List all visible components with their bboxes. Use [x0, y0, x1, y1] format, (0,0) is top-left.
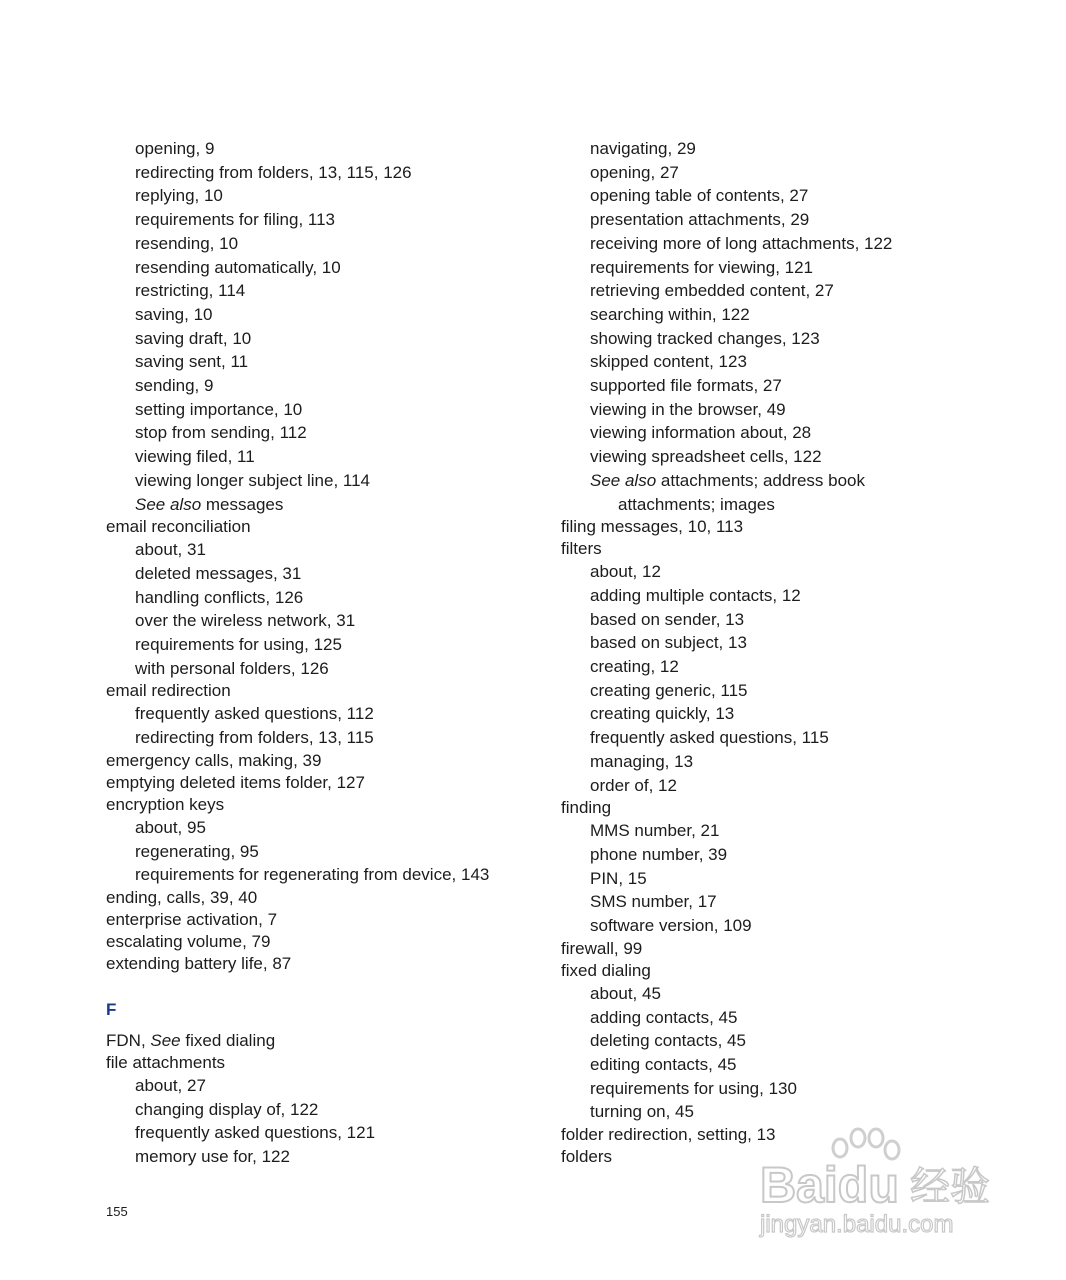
index-column-right	[561, 137, 1011, 1168]
index-entry: email reconciliation	[106, 517, 251, 537]
see-target: fixed dialing	[180, 1030, 276, 1050]
index-subentry: creating quickly, 13	[590, 704, 735, 724]
index-subentry: order of, 12	[590, 775, 677, 795]
index-subentry: based on subject, 13	[590, 633, 747, 653]
index-subentry: about, 27	[135, 1075, 206, 1095]
index-entry: email redirection	[106, 681, 231, 701]
see-target: attachments; address book	[656, 470, 866, 490]
index-subentry: navigating, 29	[590, 139, 696, 158]
see-target: messages	[201, 494, 284, 514]
watermark-suffix: 经验	[910, 1164, 990, 1210]
index-subentry: saving, 10	[135, 304, 213, 324]
index-subentry: redirecting from folders, 13, 115, 126	[135, 162, 412, 182]
index-subentry: editing contacts, 45	[590, 1054, 737, 1074]
index-subentry: attachments; images	[618, 494, 775, 514]
index-subentry: opening, 9	[135, 139, 215, 158]
index-subentry: supported file formats, 27	[590, 376, 782, 396]
index-subentry: creating, 12	[590, 657, 679, 677]
index-entry: folder redirection, setting, 13	[561, 1125, 776, 1145]
index-subentry: requirements for regenerating from device, 143	[135, 865, 490, 885]
index-entry: finding	[561, 798, 612, 818]
index-subentry: memory use for, 122	[135, 1147, 290, 1167]
index-subentry: requirements for viewing, 121	[590, 257, 814, 277]
index-subentry: resending automatically, 10	[135, 257, 341, 277]
see-reference: See	[150, 1030, 181, 1050]
index-subentry: requirements for filing, 113	[135, 210, 336, 230]
page-number: 155	[106, 1204, 128, 1219]
index-subentry: viewing information about, 28	[590, 423, 812, 443]
index-subentry: deleted messages, 31	[135, 563, 302, 583]
index-subentry: restricting, 114	[135, 281, 246, 301]
index-subentry: resending, 10	[135, 233, 239, 253]
index-subentry: requirements for using, 130	[590, 1078, 797, 1098]
index-subentry	[106, 493, 546, 517]
index-subentry: adding multiple contacts, 12	[590, 585, 801, 605]
watermark-url: jingyan.baidu.com	[760, 1211, 954, 1238]
watermark-brand: Baidu	[760, 1157, 899, 1213]
index-entry: filing messages, 10, 113	[561, 517, 744, 537]
index-subentry: adding contacts, 45	[590, 1007, 738, 1027]
index-subentry: regenerating, 95	[135, 841, 259, 861]
index-entry: fixed dialing	[561, 960, 651, 980]
index-subentry: frequently asked questions, 112	[135, 704, 374, 724]
index-entry: emptying deleted items folder, 127	[106, 772, 365, 792]
index-subentry: viewing spreadsheet cells, 122	[590, 447, 822, 467]
index-subentry: viewing longer subject line, 114	[135, 470, 370, 490]
index-subentry: changing display of, 122	[135, 1099, 319, 1119]
see-reference: See also	[590, 470, 657, 490]
index-entry: enterprise activation, 7	[106, 909, 278, 929]
index-subentry: about, 12	[590, 562, 661, 582]
index-entry: emergency calls, making, 39	[106, 750, 322, 770]
index-subentry: deleting contacts, 45	[590, 1031, 746, 1051]
index-subentry: turning on, 45	[590, 1102, 694, 1122]
index-subentry: viewing in the browser, 49	[590, 399, 786, 419]
paw-logo-icon	[833, 1129, 899, 1159]
index-entry: extending battery life, 87	[106, 953, 292, 973]
index-subentry: software version, 109	[590, 916, 752, 936]
baidu-jingyan-watermark	[752, 1120, 1012, 1240]
index-subentry: SMS number, 17	[590, 892, 717, 912]
index-entry: encryption keys	[106, 794, 225, 814]
index-subentry: over the wireless network, 31	[135, 611, 356, 631]
see-reference: See also	[135, 494, 202, 514]
index-subentry: with personal folders, 126	[135, 658, 329, 678]
index-subentry: saving draft, 10	[135, 328, 252, 348]
index-subentry: phone number, 39	[590, 844, 728, 864]
index-subentry: frequently asked questions, 121	[135, 1123, 376, 1143]
index-subentry: opening table of contents, 27	[590, 186, 809, 206]
index-entry: filters	[561, 539, 602, 559]
index-subentry: about, 95	[135, 817, 206, 837]
index-entry	[106, 1030, 546, 1052]
index-subentry: showing tracked changes, 123	[590, 328, 820, 348]
index-subentry: receiving more of long attachments, 122	[590, 233, 893, 253]
index-subentry: PIN, 15	[590, 868, 647, 888]
index-entry: ending, calls, 39, 40	[106, 887, 258, 907]
index-subentry	[561, 469, 1011, 493]
index-subentry: searching within, 122	[590, 304, 750, 324]
index-subentry: replying, 10	[135, 186, 223, 206]
index-subentry: creating generic, 115	[590, 680, 748, 700]
index-subentry: opening, 27	[590, 162, 679, 182]
index-entry: folders	[561, 1147, 613, 1167]
index-entry: firewall, 99	[561, 938, 643, 958]
index-entry: file attachments	[106, 1052, 226, 1072]
index-subentry: presentation attachments, 29	[590, 210, 810, 230]
index-subentry: based on sender, 13	[590, 609, 745, 629]
index-subentry: retrieving embedded content, 27	[590, 281, 834, 301]
index-subentry: about, 31	[135, 540, 206, 560]
index-subentry: saving sent, 11	[135, 352, 249, 372]
index-subentry: about, 45	[590, 983, 661, 1003]
index-subentry: skipped content, 123	[590, 352, 747, 372]
index-subentry: handling conflicts, 126	[135, 587, 304, 607]
section-heading: F	[106, 999, 117, 1019]
index-subentry: managing, 13	[590, 751, 694, 771]
index-entry: escalating volume, 79	[106, 931, 271, 951]
index-subentry: viewing filed, 11	[135, 447, 255, 467]
index-subentry: setting importance, 10	[135, 399, 303, 419]
index-column-left	[106, 137, 546, 1169]
index-subentry: sending, 9	[135, 376, 214, 396]
index-subentry: MMS number, 21	[590, 821, 720, 841]
index-subentry: redirecting from folders, 13, 115	[135, 728, 374, 748]
entry-text: FDN,	[106, 1030, 151, 1050]
index-subentry: stop from sending, 112	[135, 423, 307, 443]
index-subentry: requirements for using, 125	[135, 635, 342, 655]
index-subentry: frequently asked questions, 115	[590, 728, 829, 748]
